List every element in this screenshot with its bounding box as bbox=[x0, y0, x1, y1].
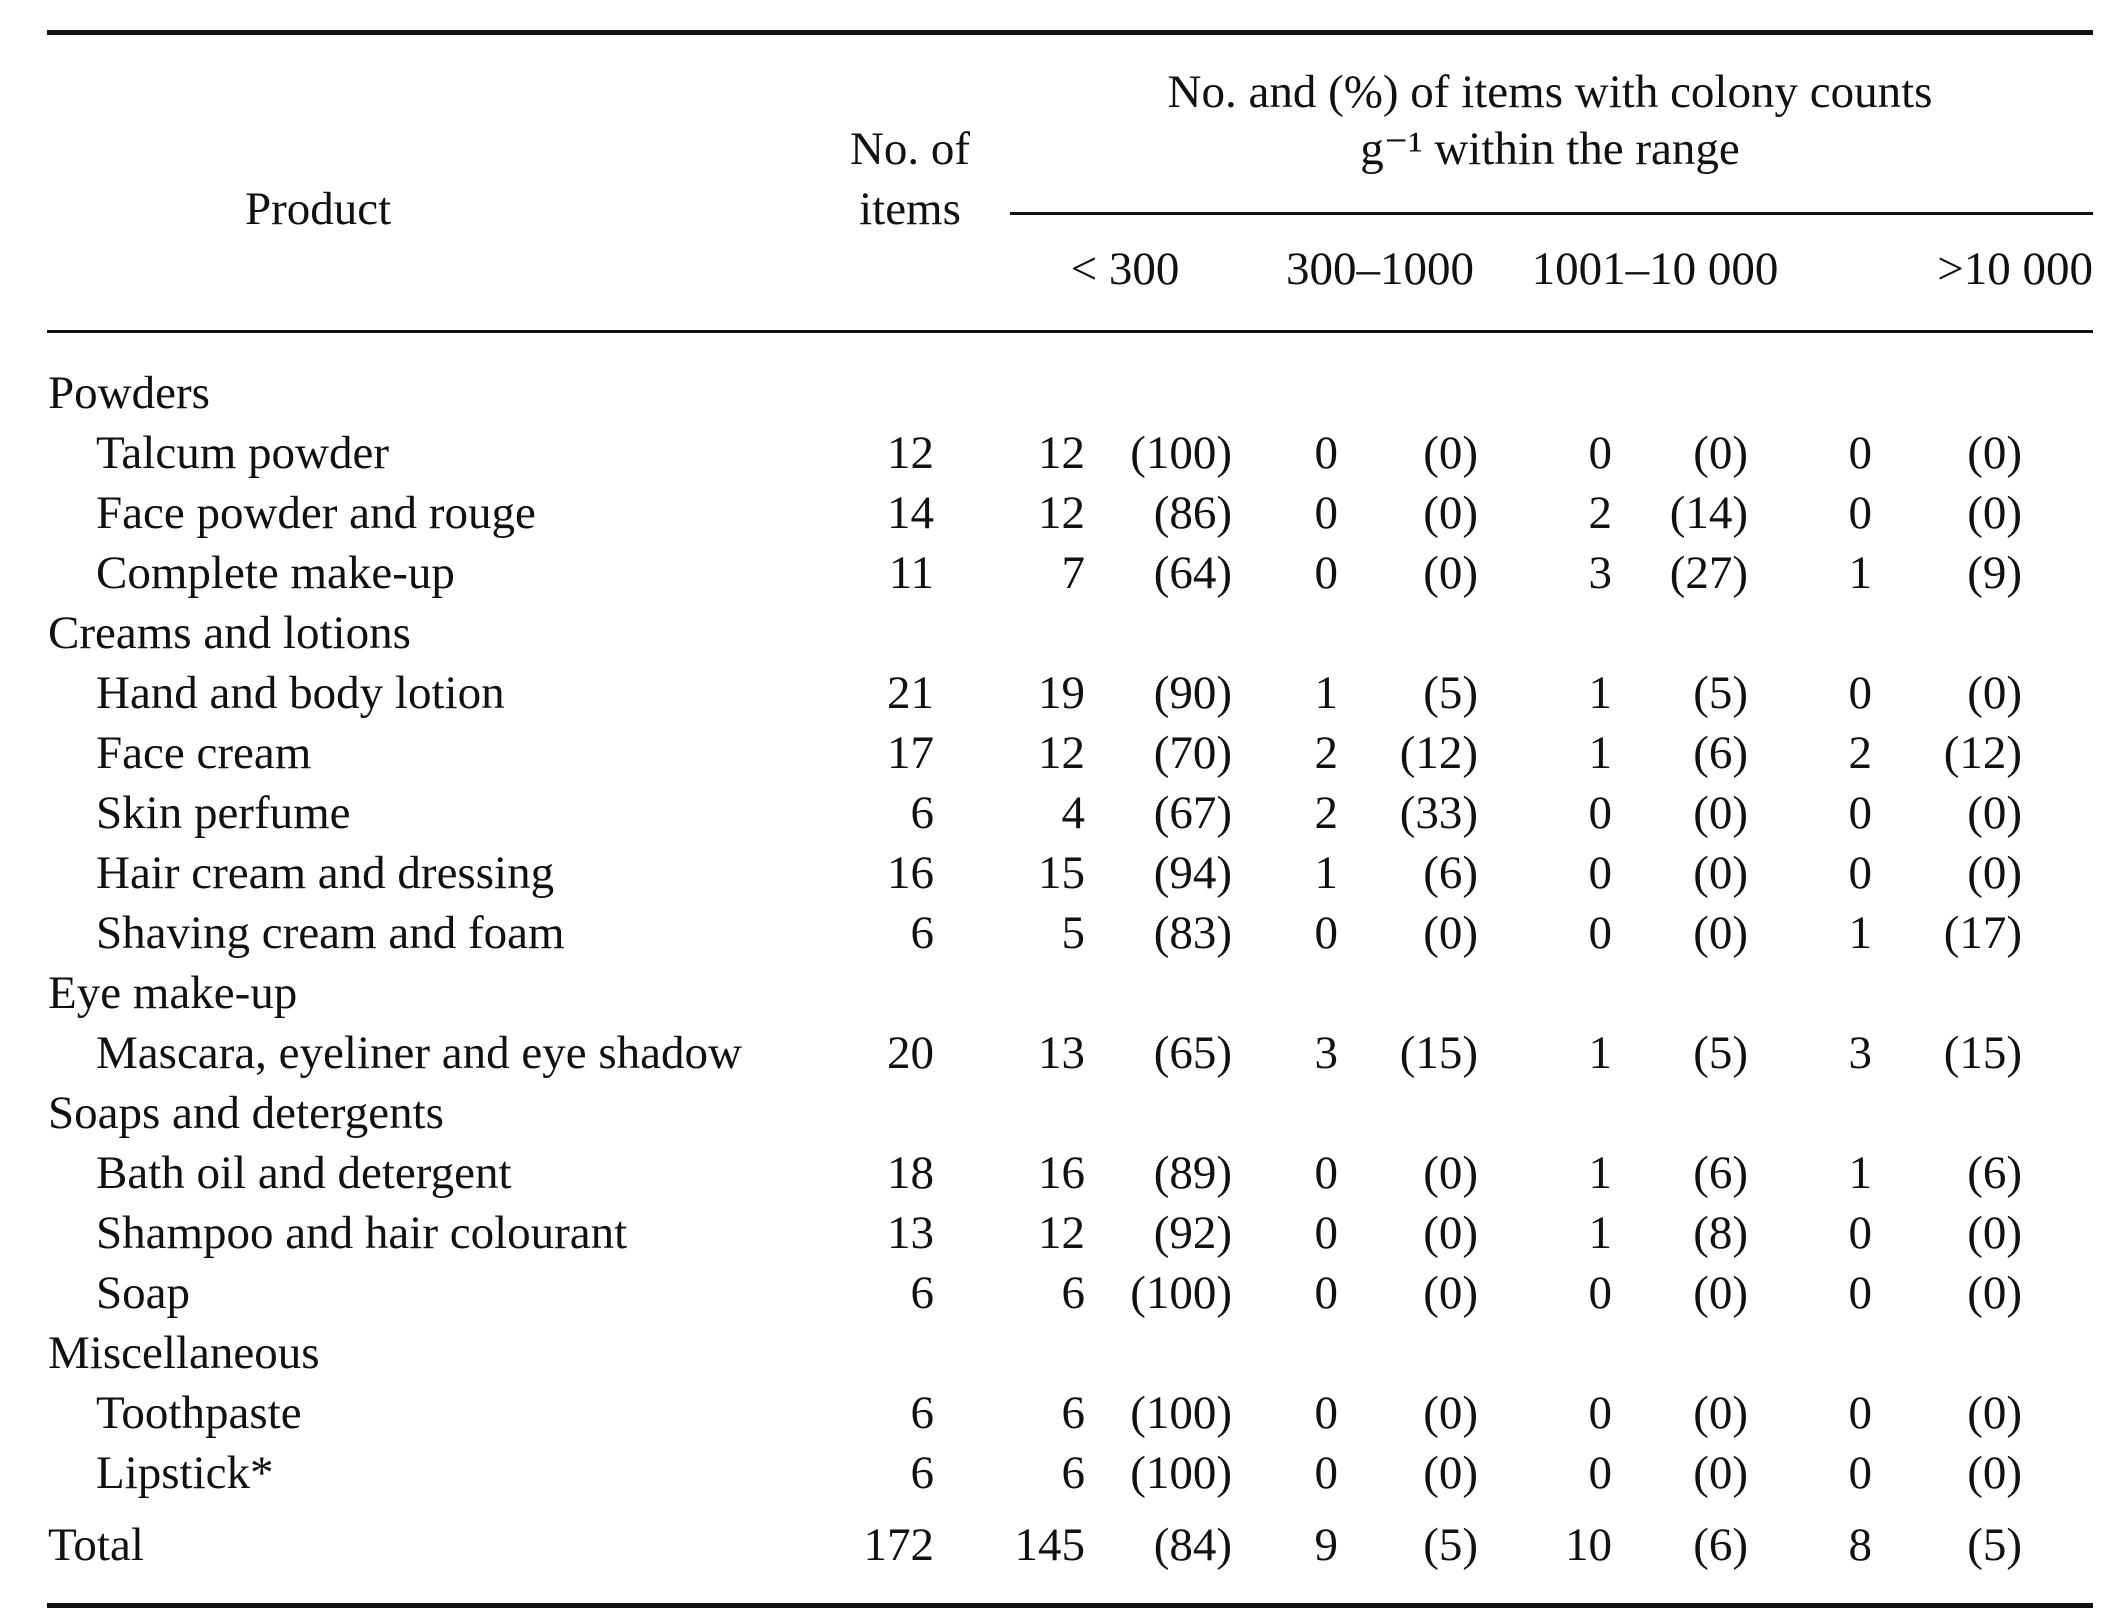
table-row-pct-2: (6) bbox=[1693, 1147, 1748, 1199]
table-row-pct-0: (83) bbox=[1153, 907, 1232, 959]
table-row-items: 6 bbox=[910, 1387, 934, 1439]
table-row-pct-0: (100) bbox=[1130, 427, 1232, 479]
table-row-count-3: 3 bbox=[1848, 1027, 1872, 1079]
table-row-items: 14 bbox=[887, 487, 934, 539]
table-row-count-2: 0 bbox=[1588, 787, 1612, 839]
table-row-count-3: 0 bbox=[1848, 787, 1872, 839]
group-heading: Powders bbox=[48, 367, 210, 419]
table-row-items: 6 bbox=[910, 1447, 934, 1499]
table-row-pct-1: (0) bbox=[1423, 487, 1478, 539]
table-row-items: 6 bbox=[910, 907, 934, 959]
table-row-pct-3: (15) bbox=[1943, 1027, 2022, 1079]
table-row-count-3: 0 bbox=[1848, 1387, 1872, 1439]
table-row-count-2: 1 bbox=[1588, 727, 1612, 779]
table-row-pct-3: (0) bbox=[1967, 1207, 2022, 1259]
table-row-items: 18 bbox=[887, 1147, 934, 1199]
table-row-count-1: 0 bbox=[1314, 1207, 1338, 1259]
table-row-pct-1: (0) bbox=[1423, 427, 1478, 479]
table-row-count-1: 0 bbox=[1314, 907, 1338, 959]
table-row-count-2: 0 bbox=[1588, 1387, 1612, 1439]
table-row-pct-3: (9) bbox=[1967, 547, 2022, 599]
table-row-count-1: 0 bbox=[1314, 1447, 1338, 1499]
table-row-pct-2: (14) bbox=[1669, 487, 1748, 539]
table-row-count-1: 2 bbox=[1314, 787, 1338, 839]
table-row-count-1: 1 bbox=[1314, 667, 1338, 719]
table-row-pct-1: (0) bbox=[1423, 907, 1478, 959]
table-row-items: 6 bbox=[910, 787, 934, 839]
table-row-pct-0: (67) bbox=[1153, 787, 1232, 839]
header-no-items-line2: items bbox=[859, 183, 961, 235]
header-range-300-1000: 300–1000 bbox=[1286, 243, 1474, 295]
table-row-count-2: 0 bbox=[1588, 847, 1612, 899]
total-row-pct-0: (84) bbox=[1153, 1519, 1232, 1571]
table-row-pct-0: (94) bbox=[1153, 847, 1232, 899]
bottom-rule bbox=[47, 1603, 2093, 1608]
table-row-pct-3: (0) bbox=[1967, 427, 2022, 479]
table-row-count-0: 6 bbox=[1061, 1267, 1085, 1319]
total-row-count-0: 145 bbox=[1014, 1519, 1085, 1571]
table-row-pct-0: (65) bbox=[1153, 1027, 1232, 1079]
table-row-count-0: 7 bbox=[1061, 547, 1085, 599]
table-row-count-0: 15 bbox=[1038, 847, 1085, 899]
header-range-1001-10000: 1001–10 000 bbox=[1531, 243, 1779, 295]
table-row-pct-1: (6) bbox=[1423, 847, 1478, 899]
table-row-count-3: 1 bbox=[1848, 907, 1872, 959]
table-row-product: Soap bbox=[96, 1267, 190, 1319]
table-row-count-0: 4 bbox=[1061, 787, 1085, 839]
header-no-items-line1: No. of bbox=[849, 123, 971, 175]
table-row-pct-0: (90) bbox=[1153, 667, 1232, 719]
table-row-count-1: 1 bbox=[1314, 847, 1338, 899]
table-row-count-1: 0 bbox=[1314, 427, 1338, 479]
table-row-count-1: 3 bbox=[1314, 1027, 1338, 1079]
table-row-items: 11 bbox=[888, 547, 934, 599]
table-row-pct-1: (12) bbox=[1399, 727, 1478, 779]
table-row-pct-2: (6) bbox=[1693, 727, 1748, 779]
table-row-pct-1: (0) bbox=[1423, 547, 1478, 599]
table-row-pct-2: (5) bbox=[1693, 1027, 1748, 1079]
table-row-count-1: 0 bbox=[1314, 1267, 1338, 1319]
table-row-count-0: 6 bbox=[1061, 1387, 1085, 1439]
table-row-pct-2: (0) bbox=[1693, 847, 1748, 899]
span-rule bbox=[1010, 212, 2093, 215]
table-row-pct-1: (0) bbox=[1423, 1387, 1478, 1439]
table-row-count-3: 0 bbox=[1848, 487, 1872, 539]
table-row-pct-2: (8) bbox=[1693, 1207, 1748, 1259]
table-row-product: Lipstick* bbox=[96, 1447, 274, 1499]
table-row-count-2: 1 bbox=[1588, 1027, 1612, 1079]
table-row-count-2: 3 bbox=[1588, 547, 1612, 599]
table-row-items: 20 bbox=[887, 1027, 934, 1079]
table-row-pct-0: (100) bbox=[1130, 1447, 1232, 1499]
table-row-pct-2: (0) bbox=[1693, 1267, 1748, 1319]
total-label: Total bbox=[48, 1519, 144, 1571]
table-row-pct-0: (70) bbox=[1153, 727, 1232, 779]
table-row-count-2: 1 bbox=[1588, 1147, 1612, 1199]
total-row-items: 172 bbox=[863, 1519, 934, 1571]
table-row-product: Talcum powder bbox=[96, 427, 389, 479]
header-span-line2: g⁻¹ within the range bbox=[1360, 123, 1740, 175]
table-row-pct-3: (0) bbox=[1967, 847, 2022, 899]
table-row-count-2: 0 bbox=[1588, 907, 1612, 959]
table-row-pct-3: (0) bbox=[1967, 1267, 2022, 1319]
table-row-items: 13 bbox=[887, 1207, 934, 1259]
table-row-pct-2: (27) bbox=[1669, 547, 1748, 599]
table-row-items: 12 bbox=[887, 427, 934, 479]
table-row-product: Hair cream and dressing bbox=[96, 847, 555, 899]
table-row-count-0: 12 bbox=[1038, 1207, 1085, 1259]
table-row-count-3: 1 bbox=[1848, 1147, 1872, 1199]
table-row-items: 17 bbox=[887, 727, 934, 779]
table-row-pct-0: (64) bbox=[1153, 547, 1232, 599]
table-row-count-1: 0 bbox=[1314, 547, 1338, 599]
table-row-count-2: 2 bbox=[1588, 487, 1612, 539]
table-row-product: Bath oil and detergent bbox=[96, 1147, 512, 1199]
table-row-product: Shampoo and hair colourant bbox=[96, 1207, 628, 1259]
table-row-pct-3: (12) bbox=[1943, 727, 2022, 779]
group-heading: Creams and lotions bbox=[48, 607, 411, 659]
table-row-pct-3: (0) bbox=[1967, 487, 2022, 539]
header-product: Product bbox=[245, 183, 392, 235]
table-row-count-2: 1 bbox=[1588, 667, 1612, 719]
table-row-product: Skin perfume bbox=[96, 787, 351, 839]
table-row-count-1: 0 bbox=[1314, 1387, 1338, 1439]
table-row-pct-1: (0) bbox=[1423, 1267, 1478, 1319]
total-row-pct-3: (5) bbox=[1967, 1519, 2022, 1571]
table-row-pct-0: (86) bbox=[1153, 487, 1232, 539]
table-row-count-2: 0 bbox=[1588, 427, 1612, 479]
header-range-over-10000: >10 000 bbox=[1937, 243, 2093, 295]
table-row-product: Toothpaste bbox=[96, 1387, 302, 1439]
table-row-pct-3: (17) bbox=[1943, 907, 2022, 959]
table-row-pct-2: (5) bbox=[1693, 667, 1748, 719]
table-row-count-3: 0 bbox=[1848, 1447, 1872, 1499]
table-row-items: 16 bbox=[887, 847, 934, 899]
table-row-count-2: 0 bbox=[1588, 1267, 1612, 1319]
table-row-pct-3: (0) bbox=[1967, 1447, 2022, 1499]
table-row-product: Hand and body lotion bbox=[96, 667, 505, 719]
table-row-pct-1: (5) bbox=[1423, 667, 1478, 719]
table-row-product: Shaving cream and foam bbox=[96, 907, 565, 959]
header-span-line1: No. and (%) of items with colony counts bbox=[1167, 66, 1933, 118]
table-row-pct-1: (33) bbox=[1399, 787, 1478, 839]
table-row-pct-3: (6) bbox=[1967, 1147, 2022, 1199]
table-row-count-1: 0 bbox=[1314, 487, 1338, 539]
table-row-product: Face powder and rouge bbox=[96, 487, 536, 539]
table-row-count-3: 2 bbox=[1848, 727, 1872, 779]
table-row-pct-0: (92) bbox=[1153, 1207, 1232, 1259]
table-row-pct-1: (0) bbox=[1423, 1447, 1478, 1499]
top-rule bbox=[47, 30, 2093, 35]
group-heading: Miscellaneous bbox=[48, 1327, 320, 1379]
table-row-count-2: 0 bbox=[1588, 1447, 1612, 1499]
table-row-items: 6 bbox=[910, 1267, 934, 1319]
table-row-count-0: 5 bbox=[1061, 907, 1085, 959]
group-heading: Soaps and detergents bbox=[48, 1087, 444, 1139]
table-row-count-3: 0 bbox=[1848, 1267, 1872, 1319]
table-row-pct-1: (15) bbox=[1399, 1027, 1478, 1079]
table-row-count-2: 1 bbox=[1588, 1207, 1612, 1259]
table-row-count-0: 19 bbox=[1038, 667, 1085, 719]
table-row-count-3: 0 bbox=[1848, 667, 1872, 719]
table-row-pct-1: (0) bbox=[1423, 1207, 1478, 1259]
table-row-pct-3: (0) bbox=[1967, 667, 2022, 719]
total-row-count-2: 10 bbox=[1565, 1519, 1612, 1571]
table-row-count-3: 0 bbox=[1848, 427, 1872, 479]
table-row-pct-2: (0) bbox=[1693, 427, 1748, 479]
table-row-pct-3: (0) bbox=[1967, 787, 2022, 839]
table-row-pct-1: (0) bbox=[1423, 1147, 1478, 1199]
table-row-count-0: 13 bbox=[1038, 1027, 1085, 1079]
header-range-under-300: < 300 bbox=[1070, 243, 1180, 295]
table-row-pct-2: (0) bbox=[1693, 907, 1748, 959]
table-row-count-0: 6 bbox=[1061, 1447, 1085, 1499]
table-row-count-1: 0 bbox=[1314, 1147, 1338, 1199]
group-heading: Eye make-up bbox=[48, 967, 298, 1019]
total-row-count-3: 8 bbox=[1848, 1519, 1872, 1571]
table-row-count-1: 2 bbox=[1314, 727, 1338, 779]
total-row-count-1: 9 bbox=[1314, 1519, 1338, 1571]
table-row-pct-2: (0) bbox=[1693, 787, 1748, 839]
table-row-pct-0: (100) bbox=[1130, 1387, 1232, 1439]
total-row-pct-1: (5) bbox=[1423, 1519, 1478, 1571]
table-row-count-3: 0 bbox=[1848, 847, 1872, 899]
table-row-product: Mascara, eyeliner and eye shadow bbox=[96, 1027, 742, 1079]
header-rule bbox=[47, 330, 2093, 333]
table-row-pct-3: (0) bbox=[1967, 1387, 2022, 1439]
table-row-count-3: 1 bbox=[1848, 547, 1872, 599]
table-row-items: 21 bbox=[887, 667, 934, 719]
table-row-product: Face cream bbox=[96, 727, 312, 779]
table-row-count-0: 12 bbox=[1038, 427, 1085, 479]
total-row-pct-2: (6) bbox=[1693, 1519, 1748, 1571]
table-row-pct-2: (0) bbox=[1693, 1447, 1748, 1499]
table-row-product: Complete make-up bbox=[96, 547, 455, 599]
table-row-pct-2: (0) bbox=[1693, 1387, 1748, 1439]
table-row-count-0: 12 bbox=[1038, 727, 1085, 779]
table-row-count-0: 12 bbox=[1038, 487, 1085, 539]
table-row-pct-0: (89) bbox=[1153, 1147, 1232, 1199]
table-row-count-3: 0 bbox=[1848, 1207, 1872, 1259]
table-row-count-0: 16 bbox=[1038, 1147, 1085, 1199]
table-row-pct-0: (100) bbox=[1130, 1267, 1232, 1319]
